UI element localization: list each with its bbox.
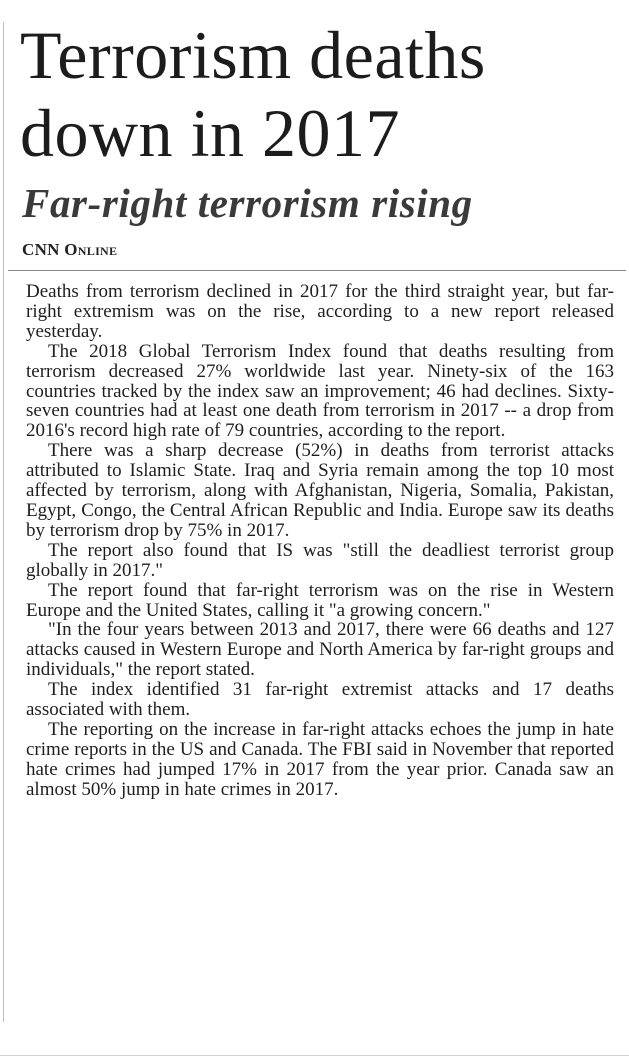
paragraph: Deaths from terrorism declined in 2017 for the third straight year, but far-right extremism was on the rise, according to a new report released yesterday. <box>26 281 614 342</box>
byline-divider <box>8 270 626 271</box>
bottom-divider <box>0 1055 629 1056</box>
paragraph: There was a sharp decrease (52%) in deaths from terrorist attacks attributed to Islamic State. Iraq and Syria remain among the top 10 most affected by terrorism, along with Afghanistan, Nigeria, Somalia, Pakistan, Egypt, Congo, the Central African Republic and India. Europe saw its deaths by terrorism drop by 75% in 2017. <box>26 440 614 541</box>
paragraph: The report also found that IS was "still the deadliest terrorist group globally in 2017." <box>26 539 614 581</box>
paragraph: The index identified 31 far-right extremist attacks and 17 deaths associated with them. <box>26 679 614 721</box>
paragraph: The 2018 Global Terrorism Index found that deaths resulting from terrorism decreased 27% worldwide last year. Ninety-six of the 163 countries tracked by the index saw an improvement; 46 had declines. Sixty-seven countries had at least one death from terrorism in 2017 -- a drop from 2016's record high rate of 79 countries, according to the report. <box>26 340 614 442</box>
subheadline: Far-right terrorism rising <box>22 180 473 226</box>
article-body <box>26 282 614 800</box>
paragraph: The report found that far-right terrorism was on the rise in Western Europe and the United States, calling it "a growing concern." <box>26 579 614 621</box>
byline: CNN Online <box>22 240 118 259</box>
left-margin-rule <box>3 22 4 1022</box>
headline: Terrorism deaths down in 2017 <box>20 17 486 171</box>
paragraph: The reporting on the increase in far-right attacks echoes the jump in hate crime reports in the US and Canada. The FBI said in November that reported hate crimes had jumped 17% in 2017 from the year prior. Canada saw an almost 50% jump in hate crimes in 2017. <box>26 718 614 800</box>
paragraph: "In the four years between 2013 and 2017, there were 66 deaths and 127 attacks caused in Western Europe and North America by far-right groups and individuals," the report stated. <box>26 619 614 681</box>
